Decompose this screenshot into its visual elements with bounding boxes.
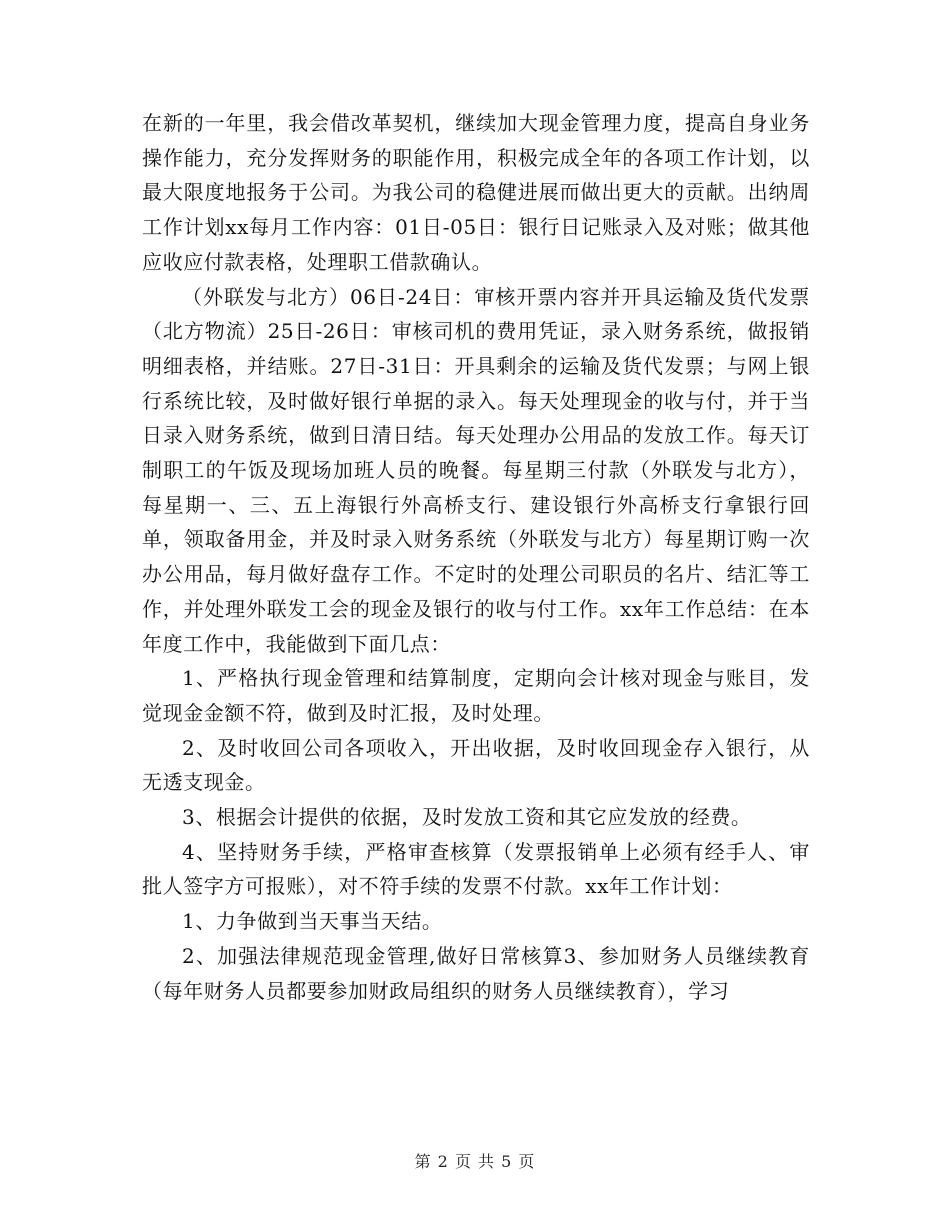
paragraph-6: 4、坚持财务手续，严格审查核算（发票报销单上必须有经手人、审批人签字方可报账），对不符手续的发票不付款。xx年工作计划：	[142, 839, 810, 899]
paragraph-1: 在新的一年里，我会借改革契机，继续加大现金管理力度，提高自身业务操作能力，充分发挥财务的职能作用，积极完成全年的各项工作计划，以最大限度地报务于公司。为我公司的稳健进展而做出更大的贡献。出纳周工作计划xx每月工作内容：01日-05日：银行日记账录入及对账；做其他应收应付款表格，处理职工借款确认。	[142, 111, 810, 274]
paragraph-5: 3、根据会计提供的依据，及时发放工资和其它应发放的经费。	[182, 805, 752, 830]
paragraph-7: 1、力争做到当天事当天结。	[182, 909, 443, 934]
page-footer: 第 2 页 共 5 页	[414, 1152, 536, 1171]
paragraph-8: 2、加强法律规范现金管理,做好日常核算3、参加财务人员继续教育（每年财务人员都要参加财政局组织的财务人员继续教育），学习	[142, 943, 810, 1003]
document-body	[142, 106, 810, 1008]
paragraph-3: 1、严格执行现金管理和结算制度，定期向会计核对现金与账目，发觉现金金额不符，做到及时汇报，及时处理。	[142, 666, 810, 725]
paragraph-2: （外联发与北方）06日-24日：审核开票内容并开具运输及货代发票（北方物流）25日-26日：审核司机的费用凭证，录入财务系统，做报销明细表格，并结账。27日-31日：开具剩余的运输及货代发票；与网上银行系统比较，及时做好银行单据的录入。每天处理现金的收与付，并于当日录入财务系统，做到日清日结。每天处理办公用品的发放工作。每天订制职工的午饭及现场加班人员的晚餐。每星期三付款（外联发与北方），每星期一、三、五上海银行外高桥支行、建设银行外高桥支行拿银行回单，领取备用金，并及时录入财务系统（外联发与北方）每星期订购一次办公用品，每月做好盘存工作。不定时的处理公司职员的名片、结汇等工作，并处理外联发工会的现金及银行的收与付工作。xx年工作总结：在本年度工作中，我能做到下面几点：	[142, 284, 810, 656]
paragraph-4: 2、及时收回公司各项收入，开出收据，及时收回现金存入银行，从无透支现金。	[142, 735, 810, 795]
